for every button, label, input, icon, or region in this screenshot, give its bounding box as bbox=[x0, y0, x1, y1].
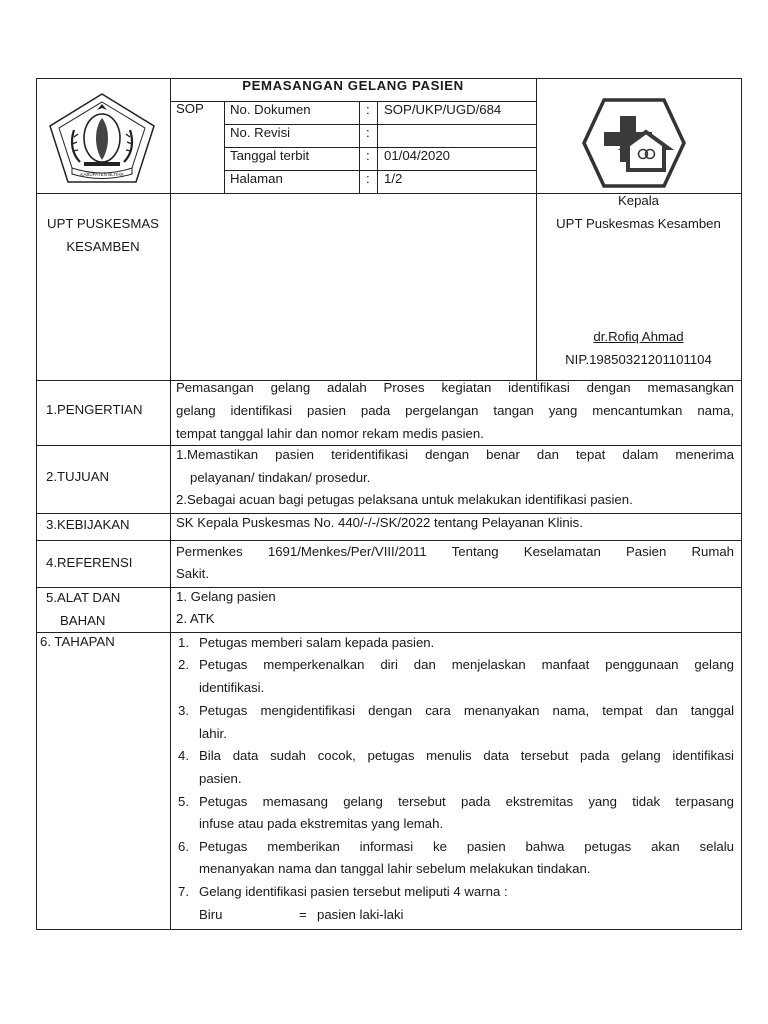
section-label-pengertian: 1.PENGERTIAN bbox=[46, 402, 143, 417]
section-label-alat-line2: BAHAN bbox=[60, 613, 106, 628]
field-colon: : bbox=[366, 125, 370, 140]
section-label-kebijakan: 3.KEBIJAKAN bbox=[46, 517, 130, 532]
sop-label: SOP bbox=[176, 101, 204, 116]
color-row-meaning: pasien laki-laki bbox=[317, 907, 404, 922]
step-line: menanyakan nama dan tanggal lahir sebelum melakukan tindakan. bbox=[199, 861, 591, 876]
unit-name-line1: UPT PUSKESMAS bbox=[47, 216, 159, 231]
document-title: PEMASANGAN GELANG PASIEN bbox=[242, 78, 464, 93]
field-value-tanggal-terbit: 01/04/2020 bbox=[384, 148, 451, 163]
step-number: 6. bbox=[178, 839, 189, 854]
step-line: identifikasi. bbox=[199, 680, 265, 695]
step-line: Gelang identifikasi pasien tersebut meliputi 4 warna : bbox=[199, 884, 508, 899]
step-line: pasien. bbox=[199, 771, 242, 786]
section-label-tahapan: 6. TAHAPAN bbox=[40, 634, 115, 649]
tujuan-line: 1.Memastikan pasien teridentifikasi dengan benar dan tepat dalam menerima bbox=[176, 447, 734, 462]
referensi-line: Sakit. bbox=[176, 566, 209, 581]
alat-item: 1. Gelang pasien bbox=[176, 589, 276, 604]
pengertian-line: gelang identifikasi pasien pada pergelangan tangan yang mencantumkan nama, bbox=[176, 403, 734, 418]
step-number: 2. bbox=[178, 657, 189, 672]
field-value-halaman: 1/2 bbox=[384, 171, 403, 186]
referensi-line: Permenkes 1691/Menkes/Per/VIII/2011 Tentang Keselamatan Pasien Rumah bbox=[176, 544, 734, 559]
field-colon: : bbox=[366, 102, 370, 117]
step-number: 5. bbox=[178, 794, 189, 809]
tujuan-line: pelayanan/ tindakan/ prosedur. bbox=[190, 470, 371, 485]
step-number: 3. bbox=[178, 703, 189, 718]
section-label-referensi: 4.REFERENSI bbox=[46, 555, 133, 570]
section-label-alat-line1: 5.ALAT DAN bbox=[46, 590, 121, 605]
step-line: Petugas memasang gelang tersebut pada ekstremitas yang tidak terpasang bbox=[199, 794, 734, 809]
field-colon: : bbox=[366, 148, 370, 163]
kebijakan-text: SK Kepala Puskesmas No. 440/-/-/SK/2022 tentang Pelayanan Klinis. bbox=[176, 515, 583, 530]
regency-emblem-logo bbox=[44, 90, 160, 186]
signatory-nip: NIP.19850321201101104 bbox=[565, 352, 712, 367]
color-row-equals: = bbox=[299, 907, 307, 922]
step-line: Petugas mengidentifikasi dengan cara menanyakan nama, tempat dan tanggal bbox=[199, 703, 734, 718]
step-line: Bila data sudah cocok, petugas menulis data tersebut pada gelang identifikasi bbox=[199, 748, 734, 763]
step-number: 1. bbox=[178, 635, 189, 650]
step-line: Petugas memperkenalkan diri dan menjelaskan manfaat penggunaan gelang bbox=[199, 657, 734, 672]
step-line: lahir. bbox=[199, 726, 227, 741]
step-line: Petugas memberi salam kepada pasien. bbox=[199, 635, 435, 650]
field-label-halaman: Halaman bbox=[230, 171, 283, 186]
pengertian-line: tempat tanggal lahir dan nomor rekam medis pasien. bbox=[176, 426, 484, 441]
step-line: Petugas memberikan informasi ke pasien bahwa petugas akan selalu bbox=[199, 839, 734, 854]
step-line: infuse atau pada ekstremitas yang lemah. bbox=[199, 816, 444, 831]
puskesmas-logo bbox=[580, 98, 688, 188]
tujuan-line: 2.Sebagai acuan bagi petugas pelaksana untuk melakukan identifikasi pasien. bbox=[176, 492, 633, 507]
field-value-no-dokumen: SOP/UKP/UGD/684 bbox=[384, 102, 502, 117]
field-label-no-dokumen: No. Dokumen bbox=[230, 102, 311, 117]
step-number: 4. bbox=[178, 748, 189, 763]
field-colon: : bbox=[366, 171, 370, 186]
signatory-name: dr.Rofiq Ahmad bbox=[593, 329, 684, 344]
signatory-title-line2: UPT Puskesmas Kesamben bbox=[556, 216, 721, 231]
color-row-color: Biru bbox=[199, 907, 223, 922]
pengertian-line: Pemasangan gelang adalah Proses kegiatan identifikasi dengan memasangkan bbox=[176, 380, 734, 395]
step-number: 7. bbox=[178, 884, 189, 899]
section-label-tujuan: 2.TUJUAN bbox=[46, 469, 110, 484]
unit-name-line2: KESAMBEN bbox=[66, 239, 140, 254]
signatory-title-line1: Kepala bbox=[617, 193, 660, 208]
regency-emblem-text: KABUPATEN BLITAR bbox=[80, 172, 124, 177]
field-label-no-revisi: No. Revisi bbox=[230, 125, 291, 140]
field-label-tanggal-terbit: Tanggal terbit bbox=[230, 148, 310, 163]
alat-item: 2. ATK bbox=[176, 611, 215, 626]
